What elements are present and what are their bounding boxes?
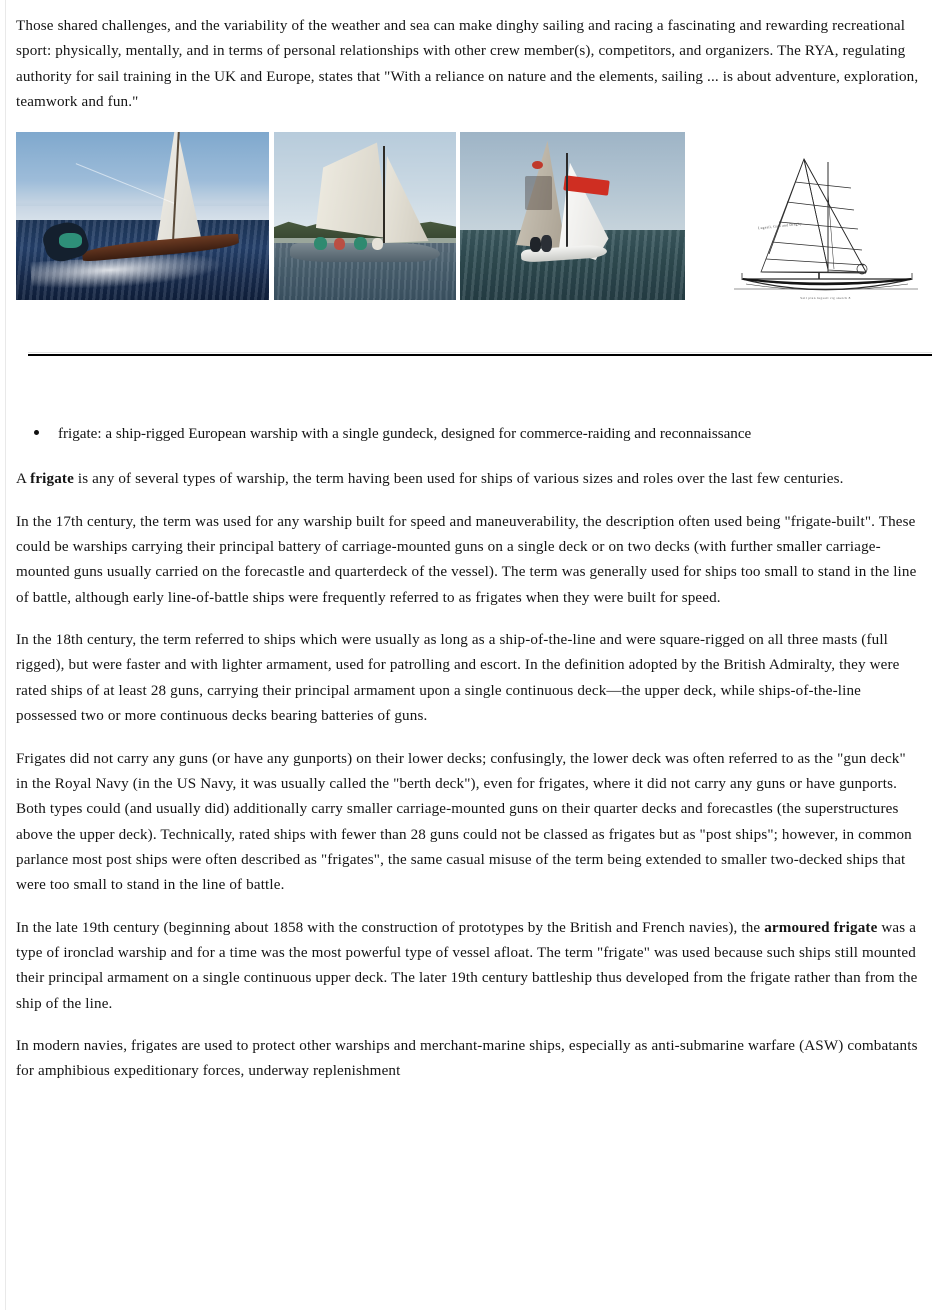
divider-rule — [28, 354, 932, 356]
frigate-bold-term: frigate — [30, 471, 74, 488]
sail-plan-caption: Sail plan lugsail rig sketch 8 — [800, 296, 851, 301]
gun-deck-paragraph: Frigates did not carry any guns (or have any gunports) on their lower decks; confusingly, the lower deck was often referred to as the "gun deck" in the Royal Navy (in the US Navy, it was usually called the "berth deck"), even for frigates, where it did not carry any guns or have gunports. Both types could (and usually did) additionally carry smaller carriage-mounted guns on their quarter decks and forecastles (the superstructures above the upper deck). Technically, rated ships with fewer than 28 guns could not be classed as frigates but as "post ships"; however, in common parlance most post ships were often described as "frigates", the same casual misuse of the term being extended to smaller two-decked ships that were too small to stand in the line of battle. — [16, 750, 912, 894]
paragraph-lead: In the late 19th century (beginning about 1858 with the construction of prototypes by the British and French navies), the — [16, 919, 765, 936]
hiking-dinghy-photo — [16, 132, 269, 300]
frigate-definition-paragraph — [16, 467, 920, 492]
figure-row — [16, 132, 920, 304]
crew-figure — [334, 238, 345, 250]
crew-figure — [314, 237, 327, 250]
mast-line — [566, 153, 568, 254]
crew-figure — [372, 238, 383, 250]
modern-navies-paragraph: In modern navies, frigates are used to protect other warships and merchant-marine ships, especially as anti-submarine warfare (ASW) combatants for amphibious expeditionary forces, underway replenishment — [16, 1037, 918, 1080]
sail-plan-line-drawing — [716, 132, 935, 304]
paragraph-rest: was a type of ironclad warship and for a time was the most powerful type of vessel afloat. The term "frigate" was used because such ships still mounted their principal armament on a single continuous upper deck. The later 19th century battleship thus developed from the frigate rather than from the ship of the line. — [16, 919, 918, 1012]
section-divider — [16, 328, 920, 370]
armoured-frigate-bold-term: armoured frigate — [764, 919, 878, 936]
crew-figure — [530, 237, 541, 252]
list-item — [16, 422, 920, 447]
frigate-definition-list — [16, 422, 920, 447]
sail-plan-sail-label: Lugsail, Gaff and Dinghy — [757, 222, 803, 231]
paragraph-lead: A — [16, 471, 31, 488]
sailing-intro-paragraph: Those shared challenges, and the variability of the weather and sea can make dinghy sailing and racing a fascinating and rewarding recreational sport: physically, mentally, and in terms of personal relationships with other crew member(s), competitors, and organizers. The RYA, regulating authority for sail training in the UK and Europe, states that "With a reliance on nature and the elements, sailing ... is about adventure, exploration, teamwork and fun." — [16, 18, 919, 111]
crew-figure — [541, 235, 552, 252]
list-item-label: frigate: a ship-rigged European warship with a single gundeck, designed for commerce-raiding and reconnaissance — [58, 426, 752, 443]
bullet-dot-icon — [34, 430, 39, 435]
gaff-rigged-dayboat-photo — [274, 132, 456, 300]
seventeenth-century-paragraph: In the 17th century, the term was used for any warship built for speed and maneuverability, the description often used being "frigate-built". These could be warships carrying their principal battery of carriage-mounted guns on a single deck or on two decks (with further smaller carriage-mounted guns usually carried on the forecastle and quarterdeck of the vessel). The term was generally used for ships too small to stand in the line of battle, although early line-of-battle ships were frequently referred to as frigates when they were built for speed. — [16, 513, 917, 606]
eighteenth-century-paragraph: In the 18th century, the term referred to ships which were usually as long as a ship-of-the-line and were square-rigged on all three masts (full rigged), but were faster and with lighter armament, used for patrolling and escort. In the definition adopted by the British Admiralty, they were rated ships of at least 28 guns, carrying their principal armament upon a single continuous deck—the upper deck, while ships-of-the-line possessed two or more continuous decks bearing batteries of guns. — [16, 632, 900, 725]
mast-line — [383, 146, 385, 250]
divider-hairline — [28, 352, 932, 353]
sail-number-patch — [525, 176, 552, 210]
paragraph-rest: is any of several types of warship, the term having been used for ships of various sizes and roles over the last few centuries. — [73, 471, 844, 488]
sailor-lifejacket — [59, 233, 82, 248]
crew-figure — [354, 237, 367, 250]
racing-dinghy-spinnaker-photo — [460, 132, 685, 300]
armoured-frigate-paragraph — [16, 916, 920, 1017]
